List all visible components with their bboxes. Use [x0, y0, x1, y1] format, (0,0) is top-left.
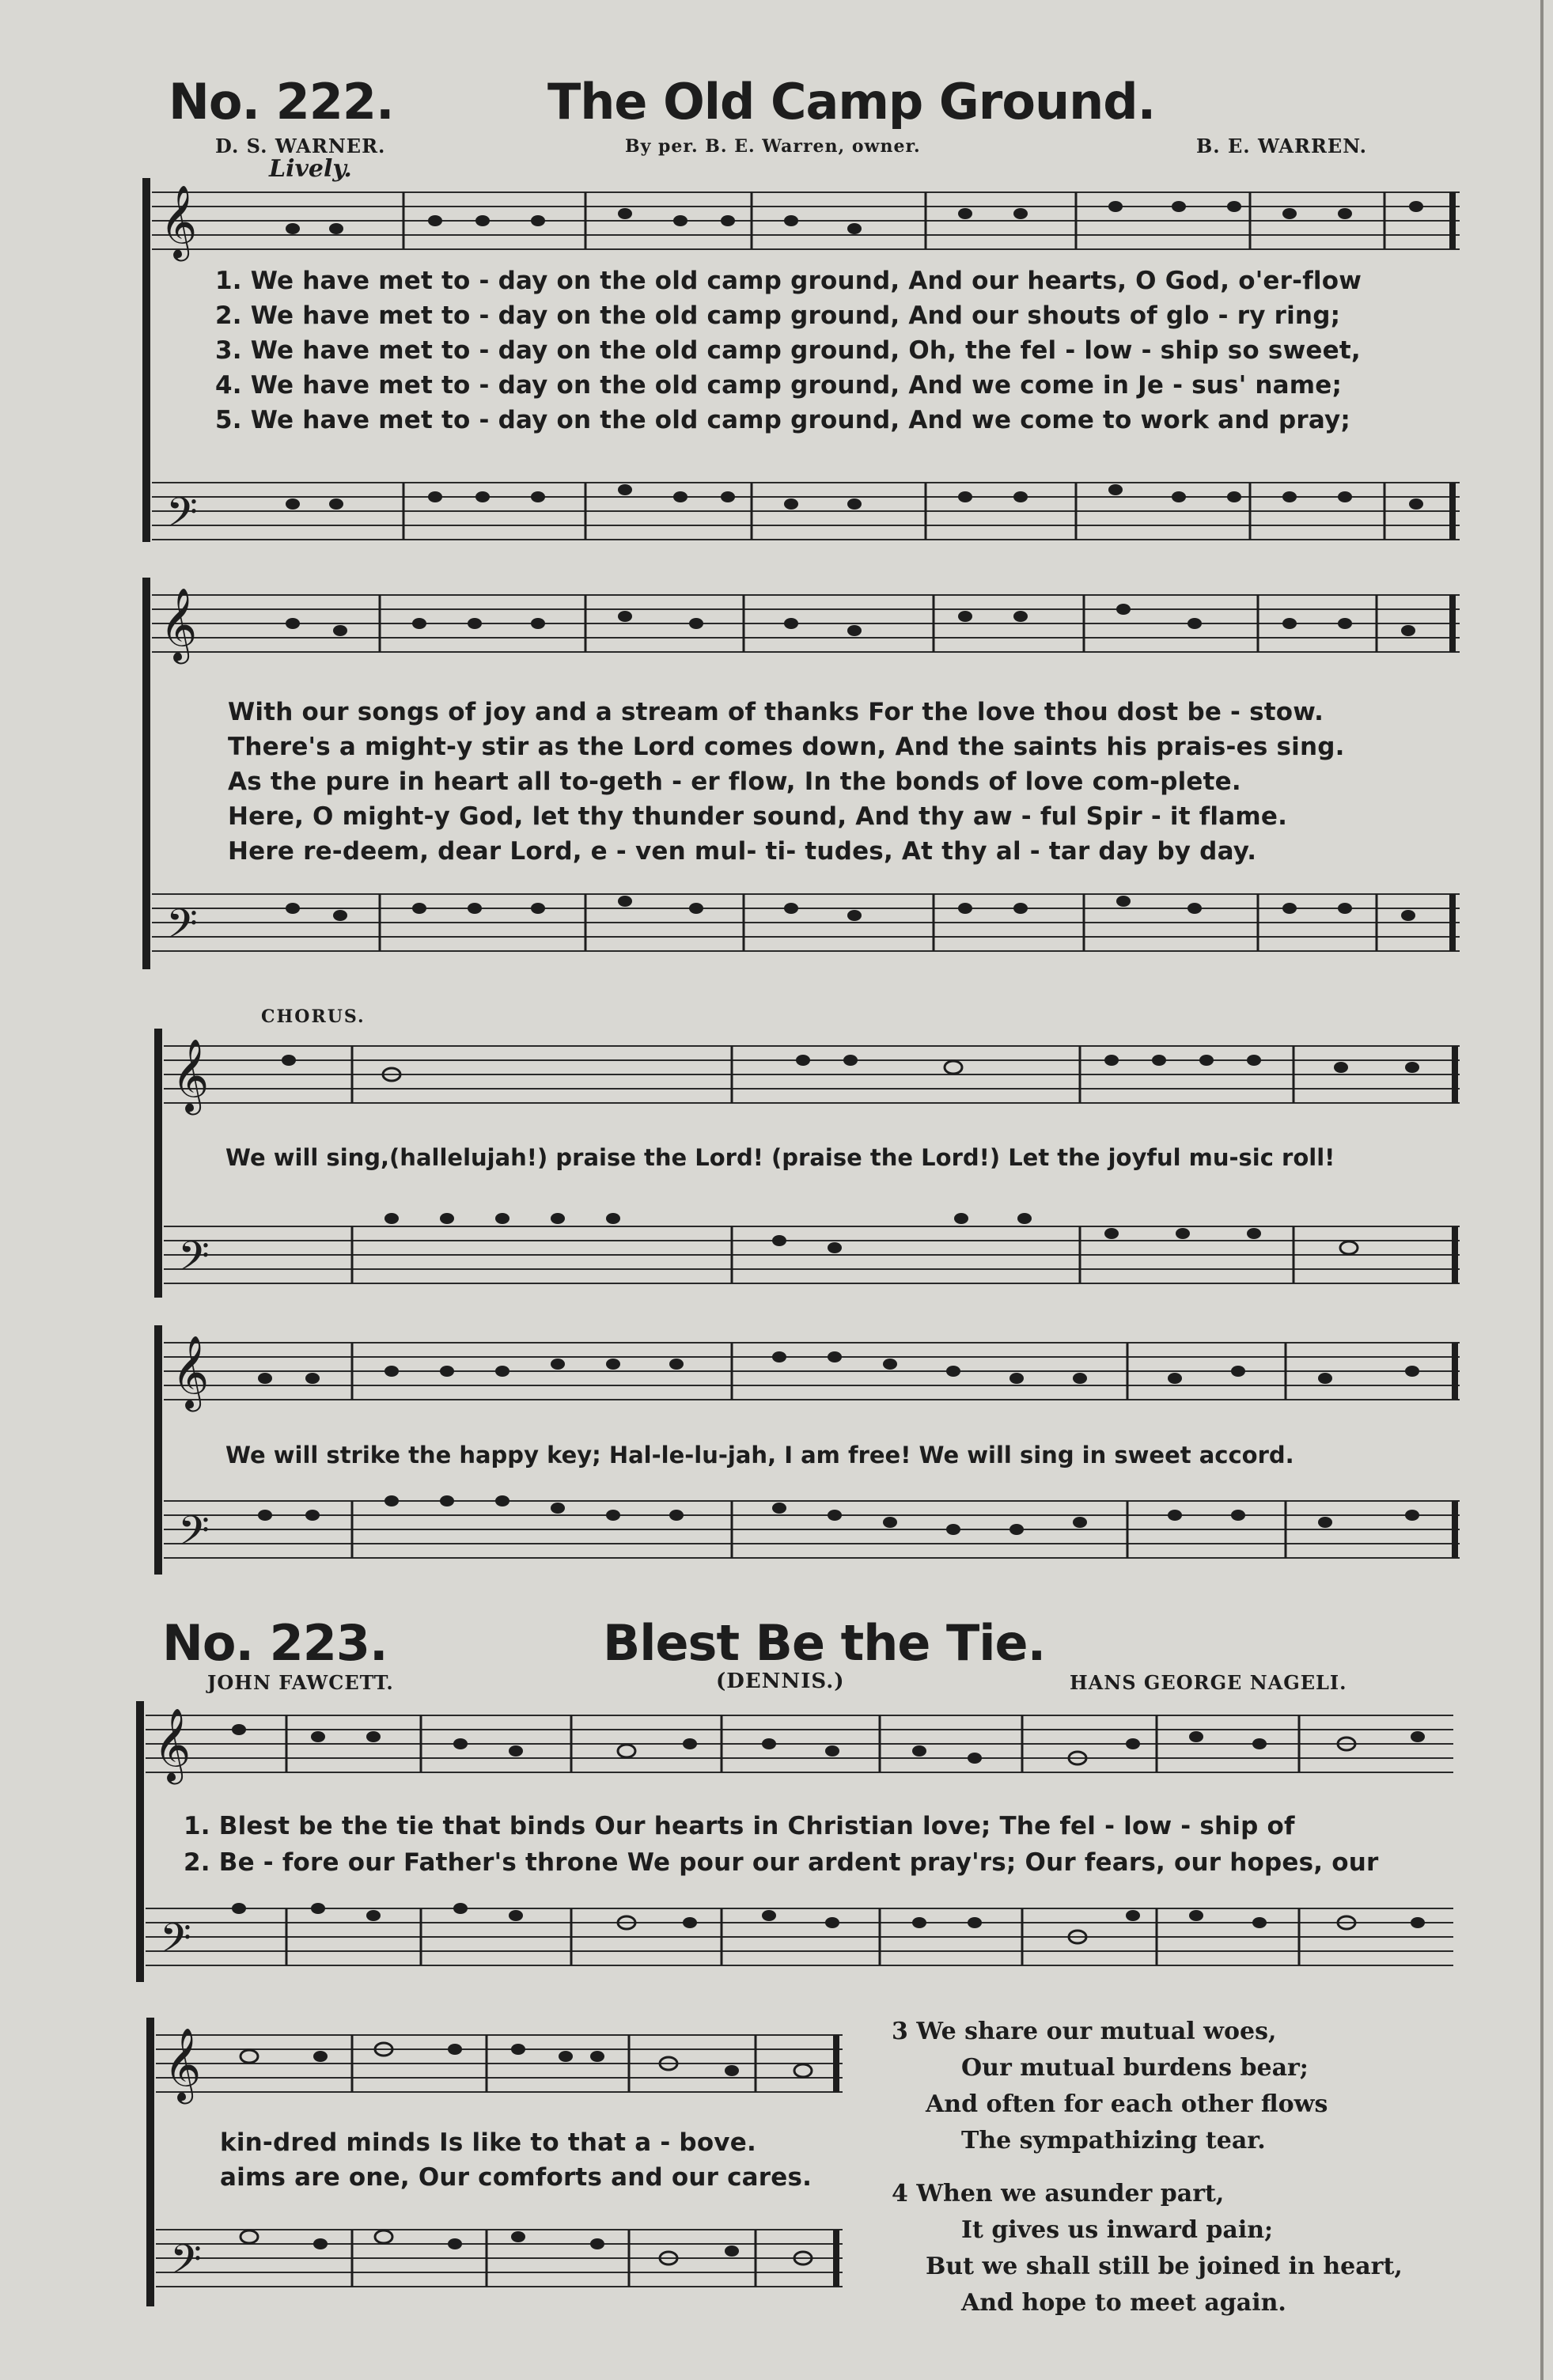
hymn-222-title: The Old Camp Ground.: [547, 73, 1156, 131]
page-edge-rule: [1540, 0, 1544, 2380]
svg-text:𝄞: 𝄞: [164, 2027, 202, 2101]
svg-text:𝄞: 𝄞: [172, 1038, 210, 1112]
chorus-line-1: We will sing,(hallelujah!) praise the Lord! (praise the Lord!) Let the joyful mu-sic roll!: [225, 1144, 1335, 1171]
hymn-222-verse-3-line-b: As the pure in heart all to-geth - er flow, In the bonds of love com-plete.: [228, 767, 1241, 796]
hymn-222-verse-1-line-a: 1. We have met to - day on the old camp ground, And our hearts, O God, o'er-flow: [215, 267, 1362, 295]
hymn-223-verse-3-line-1: 3 We share our mutual woes,: [892, 2018, 1277, 2045]
hymn-223-verse-3-line-3: And often for each other flows: [926, 2090, 1328, 2118]
svg-text:𝄞: 𝄞: [172, 1335, 210, 1408]
hymn-222-verse-4-line-a: 4. We have met to - day on the old camp ground, And we come in Je - sus' name;: [215, 371, 1343, 400]
svg-text:𝄢: 𝄢: [166, 488, 198, 546]
chorus-line-2: We will strike the happy key; Hal-le-lu-jah, I am free! We will sing in sweet accord.: [225, 1442, 1294, 1469]
hymn-222-composer: B. E. WARREN.: [1196, 135, 1367, 157]
hymn-223-verse-2-line-a: 2. Be - fore our Father's throne We pour our ardent pray'rs; Our fears, our hopes, our: [184, 1848, 1379, 1877]
hymn-223-verse-1-line-a: 1. Blest be the tie that binds Our hearts in Christian love; The fel - low - ship of: [184, 1812, 1295, 1840]
svg-text:𝄢: 𝄢: [178, 1232, 210, 1290]
hymn-223-lyricist: JOHN FAWCETT.: [207, 1671, 394, 1694]
hymn-222-verse-4-line-b: Here, O might-y God, let thy thunder sound, And thy aw - ful Spir - it flame.: [228, 802, 1288, 831]
hymn-223-verse-1-line-b: kin-dred minds Is like to that a - bove.: [220, 2128, 756, 2157]
hymn-223-verse-3-line-2: Our mutual burdens bear;: [961, 2054, 1309, 2082]
hymn-222-permission: By per. B. E. Warren, owner.: [625, 136, 921, 157]
hymn-223-title: Blest Be the Tie.: [603, 1614, 1046, 1672]
svg-text:𝄢: 𝄢: [160, 1914, 191, 1972]
hymn-222-verse-2-line-b: There's a might-y stir as the Lord comes down, And the saints his prais-es sing.: [228, 733, 1345, 761]
hymn-222-verse-2-line-a: 2. We have met to - day on the old camp ground, And our shouts of glo - ry ring;: [215, 301, 1341, 330]
chorus-label: CHORUS.: [261, 1006, 366, 1027]
hymn-222-lyricist: D. S. WARNER.: [215, 135, 386, 157]
hymn-223-verse-4-line-1: 4 When we asunder part,: [892, 2180, 1225, 2208]
hymn-223-composer: HANS GEORGE NAGELI.: [1070, 1671, 1347, 1694]
hymn-223-verse-4-line-3: But we shall still be joined in heart,: [926, 2253, 1403, 2280]
tempo-marking: Lively.: [269, 155, 352, 183]
hymn-222-verse-5-line-a: 5. We have met to - day on the old camp ground, And we come to work and pray;: [215, 406, 1350, 434]
hymn-223-verse-4-line-2: It gives us inward pain;: [961, 2216, 1274, 2244]
hymn-223-verse-4-line-4: And hope to meet again.: [961, 2289, 1286, 2317]
svg-text:𝄢: 𝄢: [178, 1506, 210, 1564]
hymn-222-number: No. 222.: [169, 73, 394, 131]
hymn-223-number: No. 223.: [162, 1614, 388, 1672]
svg-text:𝄢: 𝄢: [166, 900, 198, 957]
svg-text:𝄢: 𝄢: [170, 2235, 202, 2293]
hymn-222-verse-1-line-b: With our songs of joy and a stream of thanks For the love thou dost be - stow.: [228, 698, 1324, 726]
svg-text:𝄞: 𝄞: [153, 1707, 191, 1781]
svg-text:𝄞: 𝄞: [160, 587, 198, 661]
hymn-222-verse-5-line-b: Here re-deem, dear Lord, e - ven mul- ti- tudes, At thy al - tar day by day.: [228, 837, 1257, 866]
hymn-223-system-1-staves: [136, 1701, 1464, 1986]
hymn-223-tune-name: (DENNIS.): [716, 1669, 845, 1693]
hymn-223-verse-3-line-4: The sympathizing tear.: [961, 2127, 1266, 2155]
hymn-223-verse-2-line-b: aims are one, Our comforts and our cares.: [220, 2163, 812, 2192]
svg-text:𝄞: 𝄞: [160, 184, 198, 258]
hymn-222-verse-3-line-a: 3. We have met to - day on the old camp ground, Oh, the fel - low - ship so sweet,: [215, 336, 1361, 365]
